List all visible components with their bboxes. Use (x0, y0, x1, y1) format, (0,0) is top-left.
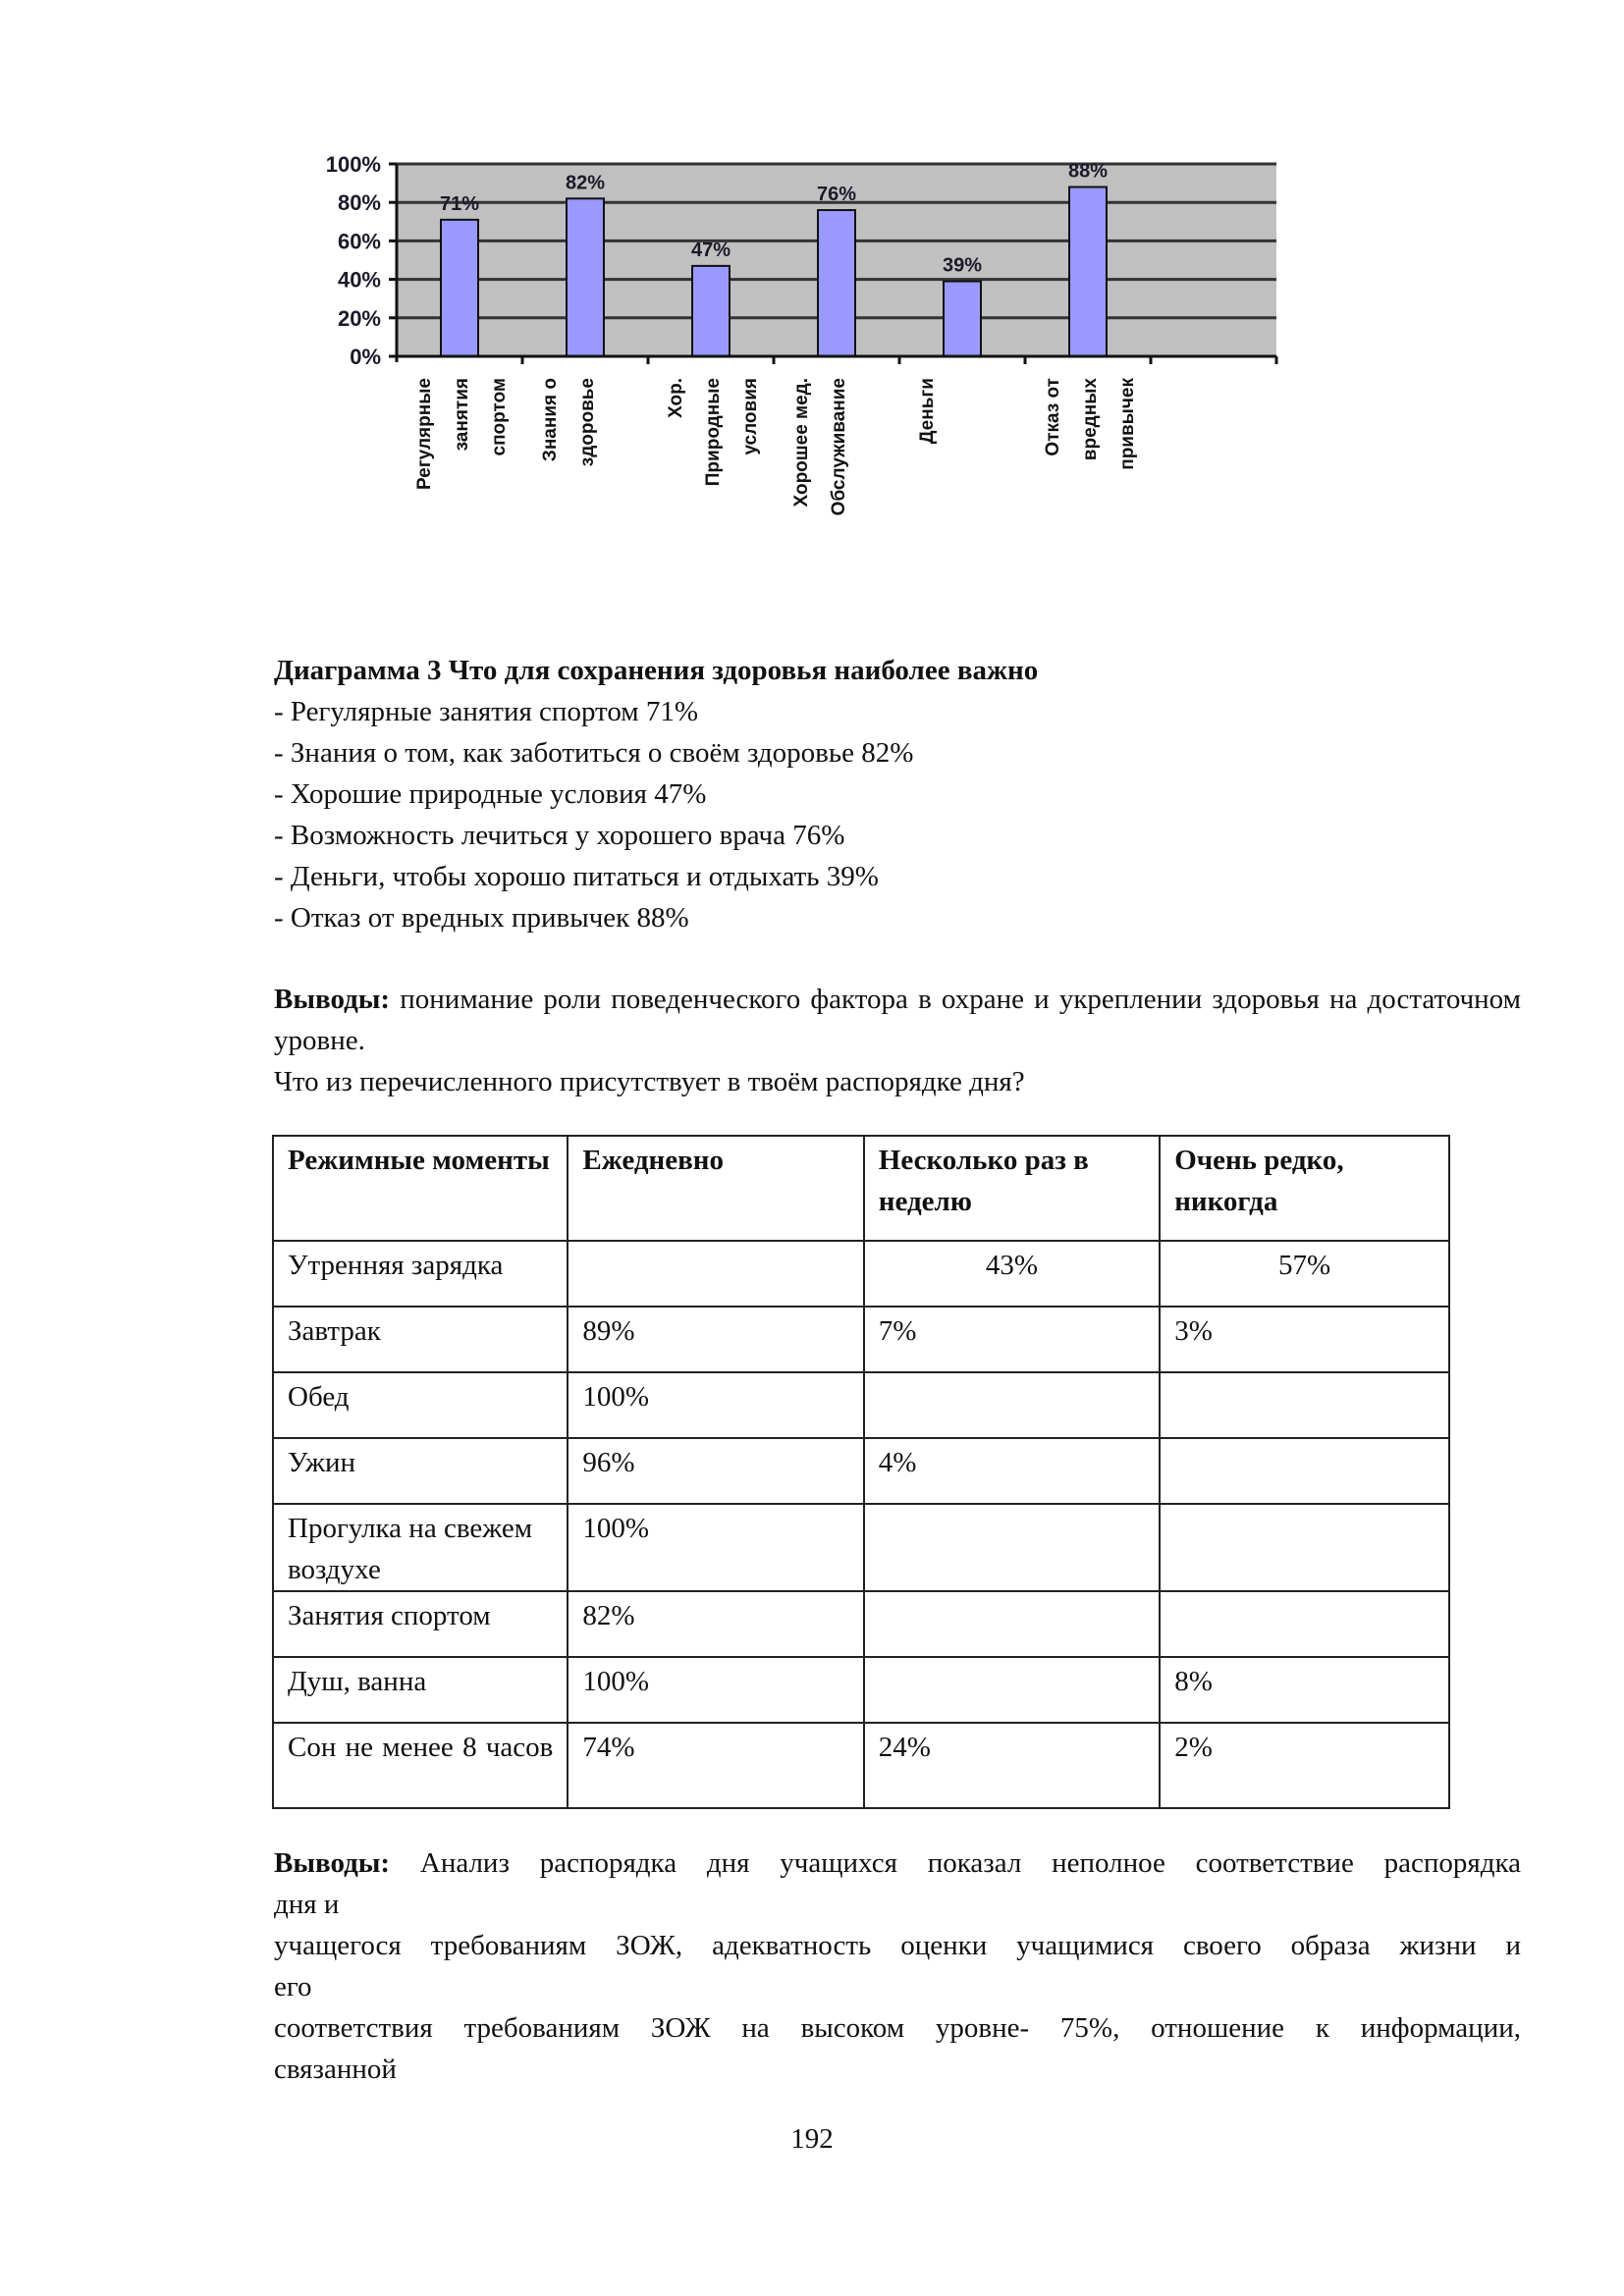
y-tick-label: 100% (325, 152, 381, 177)
x-tick-label: Обслуживание (829, 378, 849, 516)
y-tick-label: 60% (337, 229, 381, 254)
table-cell: 43% (864, 1241, 1160, 1307)
table-row (273, 1504, 1449, 1591)
x-tick-label: вредных (1080, 378, 1101, 461)
data-label: 88% (1067, 160, 1109, 183)
caption-item: - Деньги, чтобы хорошо питаться и отдыхать 39% (274, 861, 879, 892)
table-header: Режимные моменты (273, 1136, 568, 1241)
caption-item: - Регулярные занятия спортом 71% (274, 696, 699, 727)
table-cell (864, 1591, 1160, 1657)
conclusion-line: дня и (274, 1889, 340, 1920)
table-cell: 100% (568, 1657, 863, 1723)
question-text: Что из перечисленного присутствует в твоём распорядке дня? (274, 1066, 1025, 1097)
table-cell: Утренняя зарядка (273, 1241, 568, 1307)
table-cell: 96% (568, 1438, 863, 1504)
table-cell: 89% (568, 1307, 863, 1372)
table-cell: 8% (1160, 1657, 1449, 1723)
table-header: Ежедневно (568, 1136, 863, 1241)
x-tick-label: Регулярные (414, 378, 435, 491)
caption-item: - Отказ от вредных привычек 88% (274, 902, 689, 934)
table-cell: Душ, ванна (273, 1657, 568, 1723)
bar-chart (0, 0, 1624, 609)
table-cell: 4% (864, 1438, 1160, 1504)
table-header: Очень редко, никогда (1160, 1136, 1449, 1241)
table-row (273, 1372, 1449, 1438)
conclusion-paragraph-2 (274, 1842, 1521, 2090)
table-header-row (273, 1136, 1449, 1241)
table-cell (1160, 1438, 1449, 1504)
y-tick-label: 0% (350, 345, 381, 369)
conclusion-line: Анализ распорядка дня учащихся показал неполное соответствие распорядка (390, 1847, 1521, 1879)
caption-title: Диаграмма 3 Что для сохранения здоровья наиболее важно (274, 655, 1039, 686)
data-label: 82% (565, 172, 606, 194)
table-cell: 2% (1160, 1723, 1449, 1808)
conclusion-text: понимание роли поведенческого фактора в охране и укреплении здоровья на достаточном уровне. (274, 984, 1521, 1056)
x-tick-label: привычек (1117, 378, 1138, 470)
conclusion-paragraph (274, 979, 1521, 1102)
y-tick-label: 20% (337, 305, 381, 331)
data-label: 39% (942, 254, 983, 277)
bar (692, 266, 730, 356)
bar (441, 220, 478, 356)
table-cell: 3% (1160, 1307, 1449, 1372)
table-row (273, 1657, 1449, 1723)
conclusion-line: его (274, 1971, 312, 2002)
table-cell: Ужин (273, 1438, 568, 1504)
bar (818, 210, 855, 356)
table-cell (568, 1241, 863, 1307)
table-cell: 7% (864, 1307, 1160, 1372)
x-tick-label: условия (740, 378, 761, 455)
y-tick-label: 80% (337, 190, 381, 216)
table-cell: 82% (568, 1591, 863, 1657)
table-cell: 74% (568, 1723, 863, 1808)
table-cell: 57% (1160, 1241, 1449, 1307)
x-tick-label: спортом (489, 378, 510, 456)
data-label: 71% (439, 192, 480, 215)
bar (944, 282, 981, 356)
table-row (273, 1438, 1449, 1504)
table-cell: 100% (568, 1504, 863, 1591)
schedule-table (272, 1135, 1450, 1809)
caption-item: - Возможность лечиться у хорошего врача 76% (274, 820, 845, 851)
conclusion-label: Выводы: (274, 984, 391, 1015)
table-cell: Завтрак (273, 1307, 568, 1372)
table-cell: Прогулка на свежем воздухе (273, 1504, 568, 1591)
table-row (273, 1723, 1449, 1808)
data-label: 47% (690, 239, 731, 261)
x-tick-label: занятия (452, 378, 472, 452)
conclusion-line: учащегося требованиям ЗОЖ, адекватность оценки учащимися своего образа жизни и (274, 1930, 1521, 1961)
x-tick-label: здоровье (577, 378, 598, 467)
x-tick-label: Хор. (666, 378, 686, 418)
caption-item: - Хорошие природные условия 47% (274, 778, 707, 810)
x-tick-label: Природные (703, 378, 724, 487)
table-cell (1160, 1591, 1449, 1657)
y-tick-label: 40% (337, 267, 381, 293)
table-cell (1160, 1372, 1449, 1438)
table-cell: Занятия спортом (273, 1591, 568, 1657)
x-tick-label: Отказ от (1043, 378, 1063, 456)
table-row (273, 1241, 1449, 1307)
conclusion-label: Выводы: (274, 1847, 391, 1879)
data-label: 76% (816, 184, 857, 206)
x-tick-label: Знания о (540, 378, 561, 462)
table-cell: 24% (864, 1723, 1160, 1808)
table-cell (864, 1504, 1160, 1591)
table-cell (864, 1657, 1160, 1723)
conclusion-line: соответствия требованиям ЗОЖ на высоком уровне- 75%, отношение к информации, (274, 2012, 1521, 2044)
table-cell: 100% (568, 1372, 863, 1438)
conclusion-line: связанной (274, 2054, 397, 2085)
table-cell (864, 1372, 1160, 1438)
chart-caption (274, 650, 1521, 938)
x-tick-label: Хорошее мед. (791, 378, 812, 507)
table-row (273, 1591, 1449, 1657)
bar (567, 198, 604, 356)
table-header: Несколько раз в неделю (864, 1136, 1160, 1241)
table-cell (1160, 1504, 1449, 1591)
caption-item: - Знания о том, как заботиться о своём здоровье 82% (274, 737, 914, 769)
table-cell: Обед (273, 1372, 568, 1438)
page-number: 192 (790, 2123, 834, 2155)
x-tick-label: Деньги (917, 378, 938, 445)
table-row (273, 1307, 1449, 1372)
bar (1069, 187, 1107, 356)
table-cell: Сон не менее 8 часов (273, 1723, 568, 1808)
